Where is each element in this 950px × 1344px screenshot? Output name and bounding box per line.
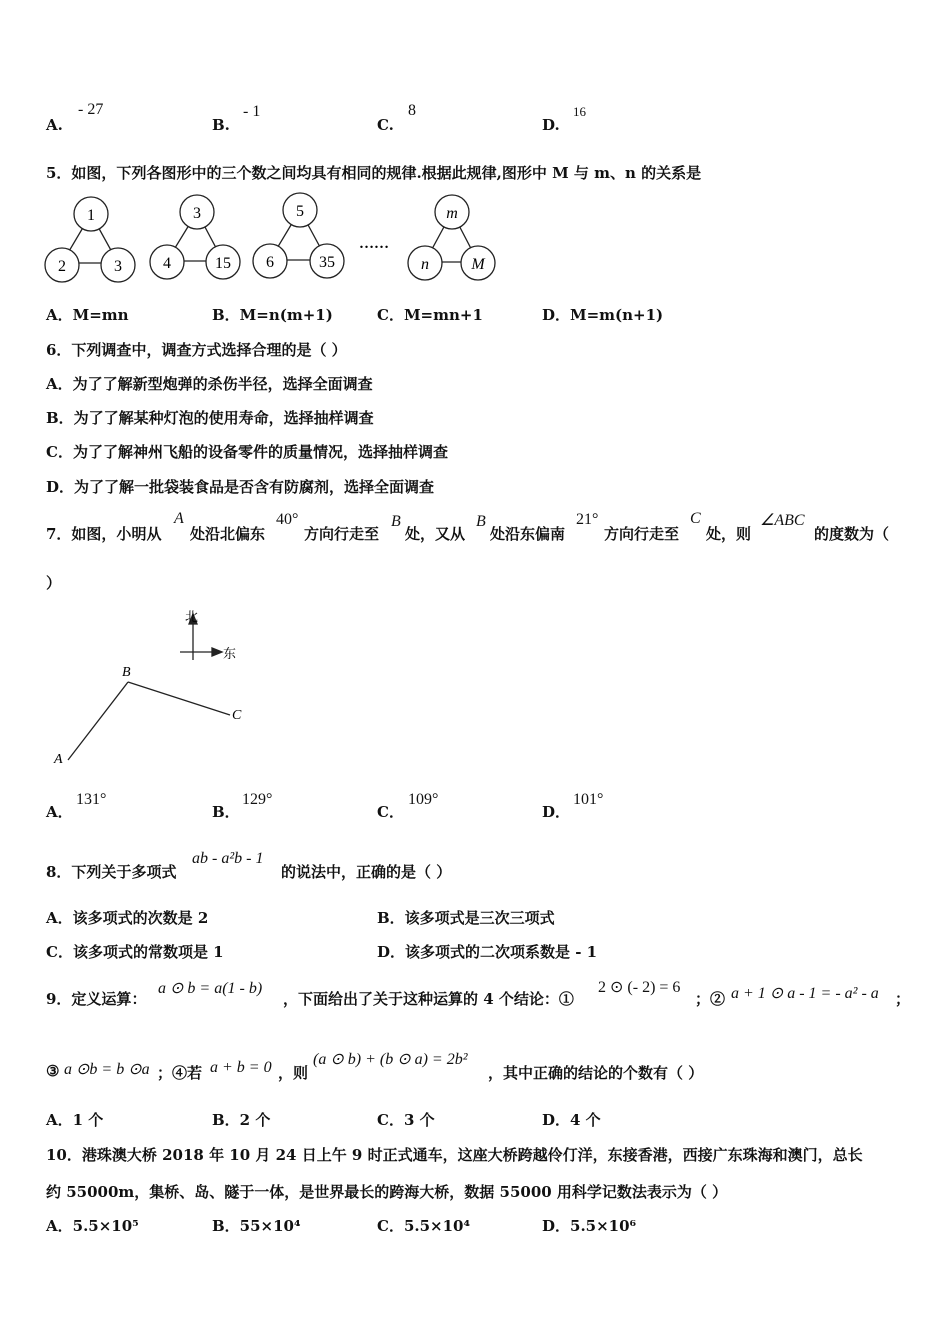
q7-option-d-value: 101° (573, 791, 604, 808)
q9-option-b: B．2 个 (212, 1111, 271, 1129)
q9-definition: a ⊙ b = a(1 - b) (158, 980, 263, 997)
q10-line-1: 10．港珠澳大桥 2018 年 10 月 24 日上午 9 时正式通车，这座大桥跨越伶仃洋，东接香港，西接广东珠海和澳门，总长 (46, 1146, 863, 1164)
q8-expression: ab - a²b - 1 (192, 850, 264, 867)
q8-option-b: B．该多项式是三次三项式 (377, 909, 555, 927)
q9-option-d: D．4 个 (542, 1111, 601, 1129)
t4-left: n (421, 256, 429, 273)
q5-stem: 5．如图，下列各图形中的三个数之间均具有相同的规律.根据此规律,图形中 M 与 m、n 的关系是 (46, 164, 702, 182)
q7-option-a-letter: A． (46, 803, 73, 821)
q9-text-4: ； (895, 990, 911, 1008)
q7-point-b2: B (476, 513, 486, 530)
north-label: 北 (185, 609, 199, 624)
q9-conclusion-2: a + 1 ⊙ a - 1 = - a² - a (731, 985, 879, 1002)
dots: …… (359, 236, 389, 252)
q7-option-b-value: 129° (242, 791, 273, 808)
q6-stem: 6．下列调查中，调查方式选择合理的是（ ） (46, 341, 347, 359)
q4-option-a-letter: A. (46, 116, 63, 134)
q7-angle-abc: ∠ABC (760, 512, 805, 529)
t1-right: 3 (114, 258, 122, 275)
q5-option-b: B．M=n(m+1) (212, 306, 333, 324)
q5-option-a: A．M=mn (46, 306, 129, 324)
q6-option-b: B．为了了解某种灯泡的使用寿命，选择抽样调查 (46, 409, 374, 427)
q8-option-a: A．该多项式的次数是 2 (46, 909, 209, 927)
q9-conclusion-4: (a ⊙ b) + (b ⊙ a) = 2b² (313, 1051, 468, 1068)
t2-right: 15 (215, 255, 231, 272)
fig-point-a: A (54, 752, 63, 767)
t1-left: 2 (58, 258, 66, 275)
q9-conclusion-1: 2 ⊙ (- 2) = 6 (598, 979, 681, 996)
q9-text-5: ③ (46, 1062, 60, 1080)
t1-top: 1 (87, 207, 95, 224)
q9-conclusion-4-condition: a + b = 0 (210, 1059, 272, 1076)
q5-figure (40, 190, 510, 290)
q9-option-a: A．1 个 (46, 1111, 104, 1129)
q7-point-c: C (690, 510, 701, 527)
q6-option-a: A．为了了解新型炮弹的杀伤半径，选择全面调查 (46, 375, 373, 393)
q9-conclusion-3: a ⊙b = b ⊙a (64, 1061, 150, 1078)
t4-right: M (471, 256, 485, 273)
q5-option-c: C．M=mn+1 (377, 306, 483, 324)
q8-text-1: 8．下列关于多项式 (46, 863, 177, 881)
q4-option-b-letter: B. (212, 116, 230, 134)
q4-option-d-letter: D. (542, 116, 560, 134)
t2-top: 3 (193, 205, 201, 222)
q4-option-c-letter: C. (377, 116, 394, 134)
q7-text-7: 处，则 (706, 525, 752, 543)
q7-point-b: B (391, 513, 401, 530)
q6-option-d: D．为了了解一批袋装食品是否含有防腐剂，选择全面调查 (46, 478, 435, 496)
q4-option-a-value: - 27 (78, 101, 104, 118)
q8-option-d: D．该多项式的二次项系数是 - 1 (377, 943, 598, 961)
q7-option-a-value: 131° (76, 791, 107, 808)
q9-text-6: ；④若 (157, 1064, 203, 1082)
q8-text-2: 的说法中，正确的是（ ） (281, 863, 452, 881)
q7-angle-2: 21° (576, 511, 599, 528)
q10-option-d: D．5.5×10⁶ (542, 1217, 637, 1235)
fig-point-b: B (122, 665, 131, 680)
q7-figure (40, 600, 270, 775)
t3-left: 6 (266, 254, 274, 271)
east-label: 东 (223, 646, 237, 661)
q9-text-3: ；② (695, 990, 726, 1008)
q4-option-b-value: - 1 (243, 103, 261, 120)
q4-option-d-value: 16 (573, 104, 586, 119)
q7-option-c-letter: C． (377, 803, 404, 821)
q7-option-b-letter: B． (212, 803, 240, 821)
q9-text-7: ，则 (278, 1064, 309, 1082)
q7-text-2: 处沿北偏东 (190, 525, 266, 543)
q9-text-8: ，其中正确的结论的个数有（ ） (488, 1064, 704, 1082)
q10-option-a: A．5.5×10⁵ (46, 1217, 139, 1235)
q9-text-2: ，下面给出了关于这种运算的 4 个结论：① (283, 990, 574, 1008)
q7-close-paren: ） (46, 574, 62, 592)
q10-option-b: B．55×10⁴ (212, 1217, 301, 1235)
t2-left: 4 (163, 255, 171, 272)
q6-option-c: C．为了了解神州飞船的设备零件的质量情况，选择抽样调查 (46, 443, 448, 461)
q9-text-1: 9．定义运算： (46, 990, 147, 1008)
fig-point-c: C (232, 708, 242, 723)
t3-right: 35 (319, 254, 335, 271)
q10-line-2: 约 55000m，集桥、岛、隧于一体，是世界最长的跨海大桥，数据 55000 用科学记数法表示为（ ） (46, 1183, 728, 1201)
q7-option-d-letter: D． (542, 803, 571, 821)
t3-top: 5 (296, 203, 304, 220)
t4-top: m (446, 205, 458, 222)
q8-option-c: C．该多项式的常数项是 1 (46, 943, 224, 961)
q7-text-6: 方向行走至 (604, 525, 680, 543)
q5-option-d: D．M=m(n+1) (542, 306, 664, 324)
q7-text-1: 7．如图，小明从 (46, 525, 162, 543)
q7-text-3: 方向行走至 (304, 525, 380, 543)
q7-text-8: 的度数为（ (814, 525, 890, 543)
q4-option-c-value: 8 (408, 102, 416, 119)
q9-option-c: C．3 个 (377, 1111, 435, 1129)
q7-angle-1: 40° (276, 511, 299, 528)
q7-option-c-value: 109° (408, 791, 439, 808)
q7-point-a: A (174, 510, 184, 527)
q10-option-c: C．5.5×10⁴ (377, 1217, 471, 1235)
q7-text-4: 处，又从 (405, 525, 466, 543)
q7-text-5: 处沿东偏南 (490, 525, 566, 543)
